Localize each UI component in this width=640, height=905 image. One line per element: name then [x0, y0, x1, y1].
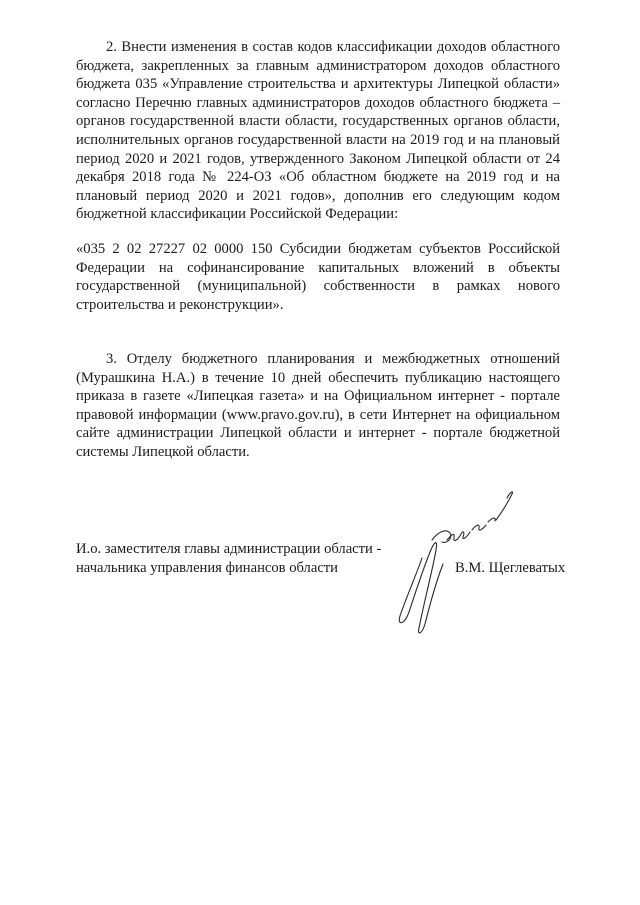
signatory-name: В.М. Щеглеватых: [455, 560, 566, 576]
signatory-position-line-1: И.о. заместителя главы администрации области -: [76, 541, 382, 557]
signatory-position: [76, 540, 406, 578]
budget-code-entry: «035 2 02 27227 02 0000 150 Субсидии бюджетам субъектов Российской Федерации на софинансирование капитальных вложений в объекты государственной (муниципальной) собственности в рамках нового строительства и реконструкции».: [76, 241, 560, 313]
paragraph-3: 3. Отделу бюджетного планирования и межбюджетных отношений (Мурашкина Н.А.) в течение 10 дней обеспечить публикацию настоящего приказа в газете «Липецкая газета» и на Официальном интернет - портале правовой информации (www.pravo.gov.ru), в сети Интернет на официальном сайте администрации Липецкой области и интернет - портале бюджетной системы Липецкой области.: [76, 351, 560, 460]
paragraph-2: 2. Внести изменения в состав кодов классификации доходов областного бюджета, закрепленных за главным администратором доходов областного бюджета 035 «Управление строительства и архитектуры Липецкой области» согласно Перечню главных администраторов доходов областного бюджета – органов государственной власти области, государственных органов области, исполнительных органов государственной власти на 2019 год и на плановый период 2020 и 2021 годов, утвержденного Законом Липецкой области от 24 декабря 2018 года № 224-ОЗ «Об областном бюджете на 2019 год и на плановый период 2020 и 2021 годов», дополнив его следующим кодом бюджетной классификации Российской Федерации:: [76, 39, 560, 223]
signatory-position-line-2: начальника управления финансов области: [76, 560, 338, 576]
